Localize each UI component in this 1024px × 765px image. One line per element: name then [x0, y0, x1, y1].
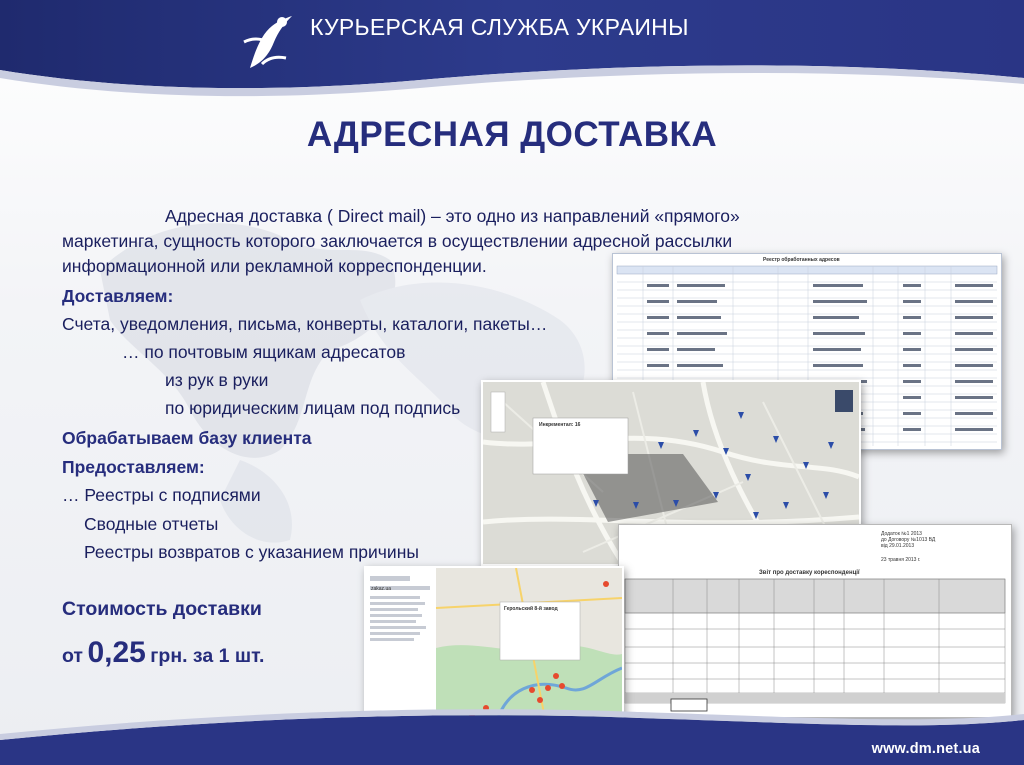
- report-title: Звіт про доставку кореспонденції: [759, 570, 860, 576]
- report-meta-4: 23 травня 2013 г.: [881, 557, 921, 563]
- deliver-heading: Доставляем:: [62, 286, 174, 306]
- provide-heading: Предоставляем:: [62, 457, 205, 477]
- gmaps-popup-title: Герольский 8-й завод: [504, 606, 558, 612]
- intro-line-3: информационной или рекламной корреспонденции.: [62, 256, 487, 276]
- site-url[interactable]: www.dm.net.ua: [871, 741, 980, 757]
- price-suffix: грн. за 1 шт.: [150, 645, 265, 667]
- price-prefix: от: [62, 645, 83, 667]
- registry-title: Реестр обработанных адресов: [763, 257, 840, 263]
- map-popup-title: Инкрементал: 16: [539, 422, 581, 428]
- process-heading: Обрабатываем базу клиента: [62, 428, 312, 448]
- report-screenshot: [618, 524, 1012, 718]
- deliver-items: Счета, уведомления, письма, конверты, каталоги, пакеты…: [62, 314, 548, 334]
- footer-band: [0, 690, 1024, 765]
- gmaps-search-input: zakaz.ua: [371, 586, 392, 592]
- provide-item-3: Реестры возвратов с указанием причины: [84, 542, 419, 562]
- page-title: АДРЕСНАЯ ДОСТАВКА: [306, 115, 718, 154]
- report-meta-2: до Договору №1013 ВД: [881, 537, 936, 543]
- provide-item-1: … Реестры с подписями: [62, 485, 261, 505]
- intro-line-2: маркетинга, сущность которого заключается в осуществлении адресной рассылки: [62, 231, 733, 251]
- price-value: 0,25: [87, 636, 146, 669]
- deliver-method-2: из рук в руки: [165, 370, 269, 390]
- brand-title: КУРЬЕРСКАЯ СЛУЖБА УКРАИНЫ: [310, 14, 689, 40]
- report-meta-1: Додаток №1 2013: [881, 531, 922, 537]
- runner-logo-icon: [242, 12, 294, 72]
- deliver-method-3: по юридическим лицам под подпись: [165, 398, 461, 418]
- report-meta-3: від 29.01.2013: [881, 543, 915, 549]
- price-line: [62, 636, 264, 670]
- price-title: Стоимость доставки: [62, 598, 262, 620]
- report-table: [619, 525, 1011, 717]
- deliver-method-1: … по почтовым ящикам адресатов: [122, 342, 406, 362]
- provide-item-2: Сводные отчеты: [84, 514, 219, 534]
- intro-line-1: Адресная доставка ( Direct mail) – это одно из направлений «прямого»: [165, 206, 740, 226]
